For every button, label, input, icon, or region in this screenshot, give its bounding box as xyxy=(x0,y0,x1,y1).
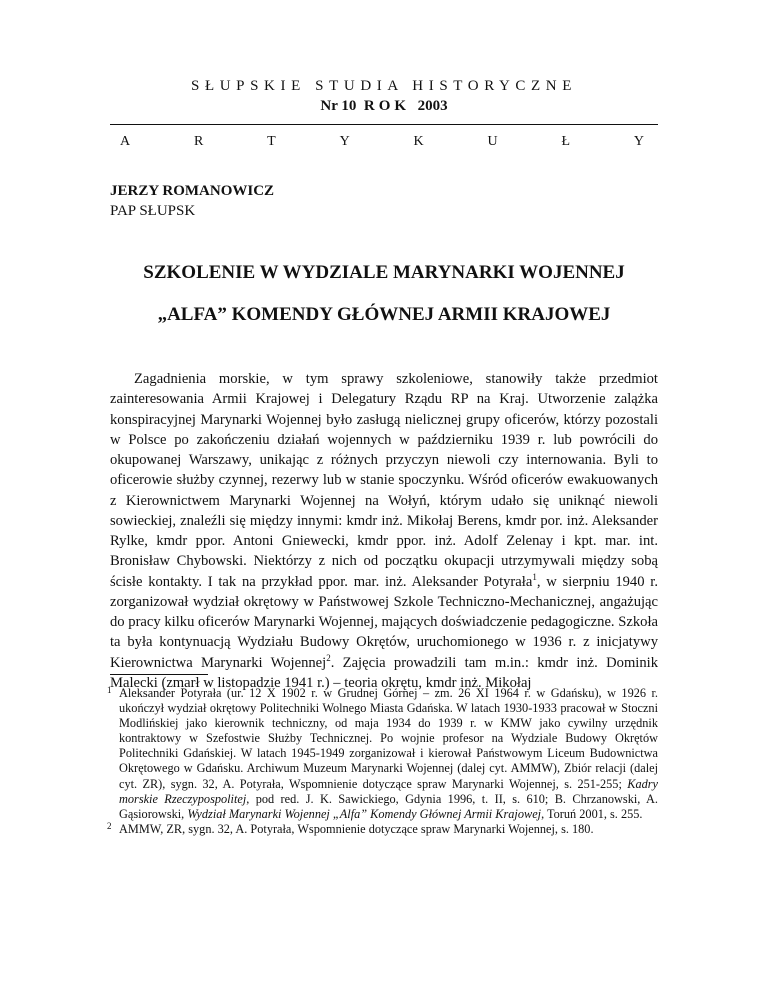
footnote-1-italic-a: Kadry morskie Rzeczypospolitej xyxy=(119,776,658,806)
body-paragraph xyxy=(110,369,658,693)
section-letter: A xyxy=(120,134,131,149)
author-affiliation: PAP SŁUPSK xyxy=(110,203,196,219)
footnote-separator xyxy=(110,674,208,675)
year: 2003 xyxy=(417,98,448,114)
header-rule xyxy=(110,124,658,125)
footnote-ref-2[interactable]: 2 xyxy=(326,652,331,663)
footnote-2-text: AMMW, ZR, sygn. 32, A. Potyrała, Wspomnienie dotyczące spraw Marynarki Wojennej, s. 180. xyxy=(119,821,594,836)
body-text-part-2: , w sierpniu 1940 r. zorganizował wydział okrętowy w Państwowej Szkole Techniczno-Mechanicznej, angażując do pracy kilku oficerów Marynarki Wojennej, mających doświadczenie pedagogiczne. Szkoła ta była kontynuacją Wydziału Budowy Okrętów, uruchomionego w 1936 r. z inicjatywy Kierownictwa Marynarki Wojennej xyxy=(110,573,658,671)
issue-line xyxy=(110,98,658,115)
footnote-mark-2: 2 xyxy=(107,820,112,831)
footnote-2 xyxy=(107,820,658,837)
footnote-mark-1: 1 xyxy=(107,685,112,695)
author-name: JERZY ROMANOWICZ xyxy=(110,183,275,199)
section-letter: R xyxy=(193,134,204,149)
article-title-line-1: SZKOLENIE W WYDZIALE MARYNARKI WOJENNEJ xyxy=(143,262,625,283)
section-letter: Y xyxy=(633,134,644,149)
footnote-1-text-a: Aleksander Potyrała (ur. 12 X 1902 r. w Grudnej Górnej – zm. 26 XI 1964 r. w Gdańsku), w 1926 r. ukończył wydział okrętowy Politechniki Wolnego Miasta Gdańska. W latach 1930-1933 pracował w Stoczni Modlińskiej jako kierownik techniczny, od maja 1934 do 1939 r. w KMW jako cywilny urzędnik kontraktowy w Szefostwie Służby Technicznej. Po wojnie profesor na Wydziale Budowy Okrętów Politechniki Gdańskiej. W latach 1945-1949 zorganizował i kierował Państwowym Liceum Budownictwa Okrętowego w Gdańsku. Archiwum Muzeum Marynarki Wojennej (dalej cyt. AMMW), Zbiór relacji (dalej cyt. ZR), sygn. 32, A. Potyrała, Wspomnienie dotyczące spraw Marynarki Wojennej, s. 251-255; xyxy=(119,686,658,791)
section-heading-artykuly xyxy=(120,134,644,150)
footnote-1-text-c: , Toruń 2001, s. 255. xyxy=(541,806,643,821)
year-label: ROK xyxy=(363,98,411,114)
body-text-part-3: . Zajęcia prowadzili tam m.in.: kmdr inż. Dominik Malecki (zmarł w listopadzie 1941 r.) – teoria okrętu, kmdr inż. Mikołaj xyxy=(110,654,659,691)
body-text-part-1: Zagadnienia morskie, w tym sprawy szkoleniowe, stanowiły także przedmiot zainteresowania Armii Krajowej i Delegatury Rządu RP na Kraj. Utworzenie zalążka konspiracyjnej Marynarki Wojennej było zasługą nielicznej grupy oficerów, którzy pozostali w Polsce po zakończeniu działań wojennych w październiku 1939 r. lub powrócili do okupowanej Warszawy, unikając z różnych przyczyn niewoli czy internowania. Byli to oficerowie służby czynnej, rezerwy lub w stanie spoczynku. Wśród oficerów ewakuowanych z Kierownictwem Marynarki Wojennej na Wołyń, którym udało się uniknąć niewoli sowieckiej, znaleźli się między innymi: kmdr inż. Mikołaj Berens, kmdr por. inż. Aleksander Rylke, kmdr ppor. Antoni Gniewecki, kmdr ppor. inż. Adolf Zelenay i kpt. mar. int. Bronisław Chybowski. Niektórzy z nich od początku okupacji utrzymywali między sobą ścisłe kontakty. I tak na przykład ppor. mar. inż. Aleksander Potyrała xyxy=(110,371,658,590)
section-letter: Y xyxy=(339,134,350,149)
journal-title: SŁUPSKIE STUDIA HISTORYCZNE xyxy=(191,78,577,94)
issue-number: Nr 10 xyxy=(320,98,357,114)
section-letter: U xyxy=(487,134,498,149)
section-letter: Ł xyxy=(561,134,571,149)
footnote-1-italic-b: Wydział Marynarki Wojennej „Alfa” Komendy Głównej Armii Krajowej xyxy=(187,806,542,821)
article-title-line-2: „ALFA” KOMENDY GŁÓWNEJ ARMII KRAJOWEJ xyxy=(157,304,611,325)
section-letter: K xyxy=(413,134,424,149)
footnote-1-text-b: , pod red. J. K. Sawickiego, Gdynia 1996, t. II, s. 610; B. Chrzanowski, A. Gąsiorowski, xyxy=(119,791,658,821)
footnotes xyxy=(107,685,658,837)
section-letter: T xyxy=(267,134,276,149)
footnote-ref-1[interactable]: 1 xyxy=(532,571,537,582)
footnote-1 xyxy=(107,685,658,822)
